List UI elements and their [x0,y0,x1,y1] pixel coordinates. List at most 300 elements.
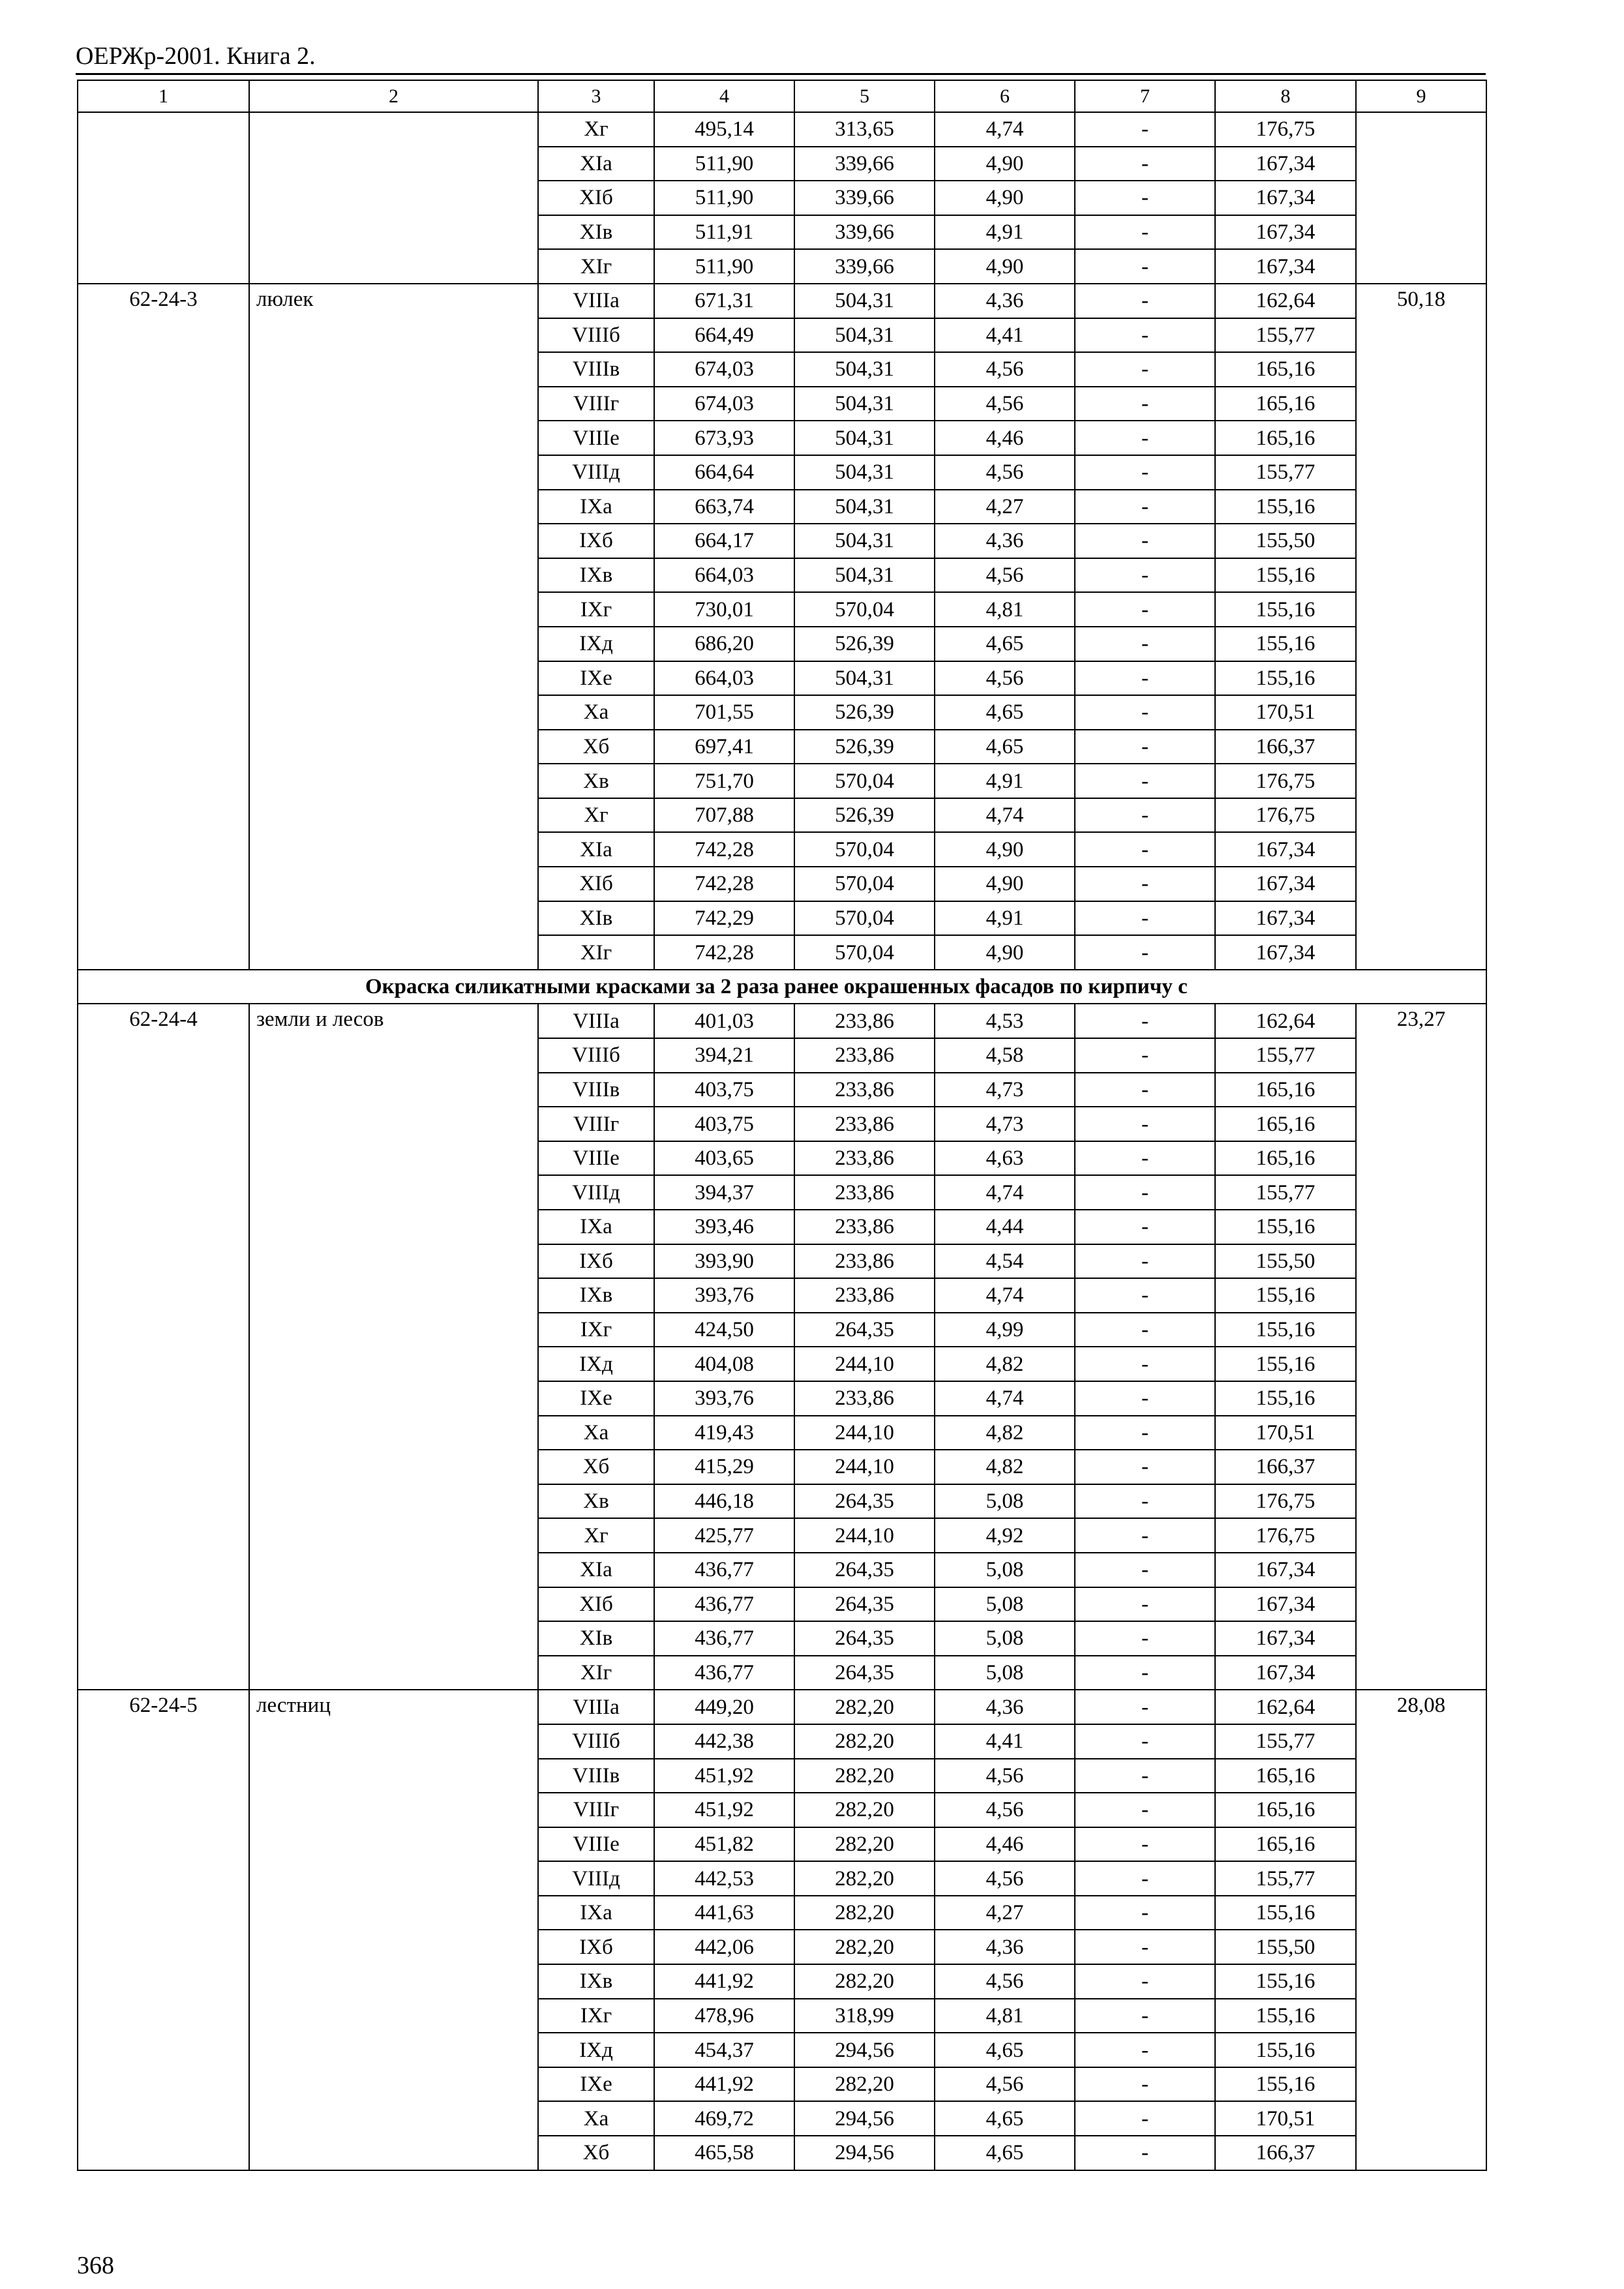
col-zone: IXб [538,1930,654,1964]
col-labor: 4,81 [935,592,1075,627]
col-zone: IXб [538,524,654,558]
col-extra: 176,75 [1215,1518,1356,1553]
col-zone: Xг [538,798,654,833]
col-machines: - [1075,2067,1215,2102]
col-labor: 4,41 [935,1724,1075,1759]
col-zone: VIIIе [538,1141,654,1176]
col-machines: - [1075,764,1215,798]
col-extra: 155,16 [1215,2067,1356,2102]
col-extra: 155,16 [1215,661,1356,696]
col-cost-total: 436,77 [654,1553,794,1587]
col-cost-total: 451,92 [654,1793,794,1827]
col-cost-total: 441,92 [654,2067,794,2102]
col-cost-total: 664,17 [654,524,794,558]
col-cost-total: 401,03 [654,1004,794,1038]
col-zone: Xа [538,2101,654,2136]
col-machines: - [1075,730,1215,764]
col-zone: IXг [538,1313,654,1347]
col-cost-wages: 244,10 [794,1450,935,1484]
col-zone: IXб [538,1244,654,1279]
col-cost-total: 442,06 [654,1930,794,1964]
col-machines: - [1075,1759,1215,1793]
column-number: 7 [1075,80,1215,112]
col-cost-wages: 264,35 [794,1656,935,1690]
col-cost-wages: 233,86 [794,1004,935,1038]
col-zone: VIIIг [538,387,654,421]
col-zone: VIIIв [538,352,654,387]
col-zone: XIв [538,1621,654,1656]
work-name: лестниц [249,1690,538,2170]
col-zone: XIа [538,1553,654,1587]
col-labor: 4,56 [935,387,1075,421]
col-machines: - [1075,284,1215,318]
col-cost-wages: 282,20 [794,1930,935,1964]
col-cost-total: 424,50 [654,1313,794,1347]
col-cost-total: 742,29 [654,901,794,936]
rates-table [77,80,1487,2171]
col-extra: 155,50 [1215,524,1356,558]
col-cost-wages: 264,35 [794,1484,935,1519]
col-labor: 4,92 [935,1518,1075,1553]
col-machines: - [1075,1621,1215,1656]
col-cost-wages: 233,86 [794,1381,935,1416]
col-cost-wages: 282,20 [794,1759,935,1793]
col-zone: Xб [538,2136,654,2170]
col-cost-total: 442,53 [654,1861,794,1896]
col-machines: - [1075,935,1215,970]
col-zone: VIIIг [538,1107,654,1141]
col-cost-wages: 264,35 [794,1587,935,1622]
col-extra: 167,34 [1215,1553,1356,1587]
col-cost-total: 404,08 [654,1347,794,1381]
col-cost-wages: 233,86 [794,1210,935,1244]
col-cost-total: 403,75 [654,1107,794,1141]
col-labor: 4,65 [935,2136,1075,2170]
col-zone: IXд [538,2033,654,2067]
col-machines: - [1075,490,1215,524]
col-machines: - [1075,1861,1215,1896]
col-machines: - [1075,1484,1215,1519]
col-machines: - [1075,661,1215,696]
col-cost-total: 451,82 [654,1827,794,1862]
col-cost-total: 436,77 [654,1656,794,1690]
col-cost-wages: 282,20 [794,1793,935,1827]
col-machines: - [1075,352,1215,387]
col-cost-wages: 282,20 [794,1724,935,1759]
col-cost-total: 664,49 [654,318,794,353]
col-extra: 165,16 [1215,1073,1356,1107]
col-zone: XIв [538,215,654,250]
col-extra: 155,77 [1215,455,1356,490]
column-number: 3 [538,80,654,112]
col-labor: 5,08 [935,1656,1075,1690]
col-zone: IXа [538,1210,654,1244]
col-extra: 166,37 [1215,2136,1356,2170]
col-machines: - [1075,558,1215,593]
col-labor: 4,65 [935,627,1075,661]
col-machines: - [1075,1073,1215,1107]
col-extra: 155,77 [1215,1724,1356,1759]
col-labor: 4,90 [935,147,1075,181]
col-machines: - [1075,1450,1215,1484]
col-cost-wages: 233,86 [794,1038,935,1073]
col-cost-wages: 233,86 [794,1175,935,1210]
col-extra: 162,64 [1215,1004,1356,1038]
col-machines: - [1075,1930,1215,1964]
col-zone: IXд [538,1347,654,1381]
col-zone: XIб [538,181,654,215]
col-cost-wages: 233,86 [794,1278,935,1313]
col-zone: VIIIа [538,1004,654,1038]
col-machines: - [1075,1690,1215,1724]
col-zone: XIг [538,1656,654,1690]
col-machines: - [1075,1587,1215,1622]
col-labor: 4,27 [935,1896,1075,1930]
col-labor: 4,56 [935,455,1075,490]
col-labor: 4,56 [935,1793,1075,1827]
col-machines: - [1075,627,1215,661]
col-cost-total: 454,37 [654,2033,794,2067]
col-labor: 5,08 [935,1553,1075,1587]
code-cell [78,112,249,284]
col-extra: 176,75 [1215,1484,1356,1519]
col-cost-wages: 504,31 [794,318,935,353]
col-zone: VIIIг [538,1793,654,1827]
col-zone: IXв [538,1278,654,1313]
col-zone: VIIIв [538,1759,654,1793]
col-zone: VIIIб [538,318,654,353]
col-machines: - [1075,901,1215,936]
col-extra: 166,37 [1215,730,1356,764]
col-labor: 4,90 [935,832,1075,867]
rate-total: 50,18 [1356,284,1486,970]
col-cost-total: 446,18 [654,1484,794,1519]
col-cost-total: 436,77 [654,1621,794,1656]
col-cost-wages: 526,39 [794,798,935,833]
col-cost-wages: 570,04 [794,935,935,970]
col-extra: 170,51 [1215,695,1356,730]
col-labor: 4,65 [935,2101,1075,2136]
col-cost-total: 415,29 [654,1450,794,1484]
col-labor: 4,56 [935,558,1075,593]
col-machines: - [1075,1313,1215,1347]
col-labor: 4,90 [935,181,1075,215]
col-cost-total: 511,90 [654,249,794,284]
col-labor: 4,73 [935,1107,1075,1141]
col-cost-total: 511,90 [654,147,794,181]
col-labor: 4,65 [935,730,1075,764]
col-extra: 167,34 [1215,1587,1356,1622]
col-extra: 167,34 [1215,832,1356,867]
col-cost-total: 393,76 [654,1278,794,1313]
col-cost-total: 751,70 [654,764,794,798]
col-labor: 4,74 [935,112,1075,147]
col-extra: 155,16 [1215,1347,1356,1381]
col-extra: 155,16 [1215,558,1356,593]
col-machines: - [1075,1038,1215,1073]
col-extra: 170,51 [1215,1416,1356,1450]
col-extra: 155,16 [1215,1896,1356,1930]
col-cost-total: 511,90 [654,181,794,215]
col-zone: IXв [538,1964,654,1999]
col-machines: - [1075,1793,1215,1827]
col-zone: XIб [538,867,654,901]
rate-total: 28,08 [1356,1690,1486,2170]
col-cost-total: 393,76 [654,1381,794,1416]
col-extra: 155,77 [1215,1175,1356,1210]
col-machines: - [1075,798,1215,833]
section-title-row [78,970,1486,1004]
col-zone: IXа [538,490,654,524]
col-machines: - [1075,1381,1215,1416]
col-cost-total: 441,63 [654,1896,794,1930]
col-machines: - [1075,2136,1215,2170]
col-extra: 165,16 [1215,387,1356,421]
column-number: 2 [249,80,538,112]
col-extra: 165,16 [1215,1107,1356,1141]
column-number: 6 [935,80,1075,112]
column-number: 1 [78,80,249,112]
col-cost-wages: 244,10 [794,1416,935,1450]
col-cost-wages: 339,66 [794,249,935,284]
col-zone: VIIIе [538,421,654,455]
col-machines: - [1075,2101,1215,2136]
col-cost-wages: 233,86 [794,1073,935,1107]
col-cost-wages: 233,86 [794,1107,935,1141]
col-zone: XIа [538,147,654,181]
col-cost-wages: 504,31 [794,490,935,524]
col-cost-wages: 233,86 [794,1244,935,1279]
col-cost-wages: 264,35 [794,1313,935,1347]
col-cost-wages: 294,56 [794,2033,935,2067]
col-cost-wages: 282,20 [794,1861,935,1896]
col-extra: 167,34 [1215,1656,1356,1690]
col-cost-total: 449,20 [654,1690,794,1724]
col-cost-total: 697,41 [654,730,794,764]
col-cost-total: 441,92 [654,1964,794,1999]
col-labor: 4,91 [935,901,1075,936]
col-labor: 5,08 [935,1587,1075,1622]
col-machines: - [1075,387,1215,421]
col-cost-wages: 294,56 [794,2136,935,2170]
col-extra: 155,16 [1215,1381,1356,1416]
col-cost-wages: 233,86 [794,1141,935,1176]
col-zone: Xа [538,695,654,730]
col-cost-wages: 244,10 [794,1347,935,1381]
column-number: 4 [654,80,794,112]
col-cost-total: 419,43 [654,1416,794,1450]
col-zone: Xв [538,1484,654,1519]
col-cost-wages: 282,20 [794,1690,935,1724]
col-cost-wages: 282,20 [794,1896,935,1930]
col-cost-wages: 339,66 [794,215,935,250]
col-machines: - [1075,1244,1215,1279]
page-header-title: ОЕРЖр-2001. Книга 2. [76,42,316,70]
col-cost-total: 451,92 [654,1759,794,1793]
col-extra: 155,77 [1215,1038,1356,1073]
col-labor: 4,56 [935,2067,1075,2102]
col-zone: Xг [538,1518,654,1553]
col-labor: 4,36 [935,284,1075,318]
col-machines: - [1075,249,1215,284]
col-cost-total: 742,28 [654,935,794,970]
col-cost-total: 664,03 [654,558,794,593]
col-machines: - [1075,318,1215,353]
col-labor: 4,36 [935,1930,1075,1964]
col-extra: 165,16 [1215,421,1356,455]
col-extra: 155,16 [1215,592,1356,627]
col-labor: 4,63 [935,1141,1075,1176]
col-cost-wages: 504,31 [794,387,935,421]
col-extra: 155,16 [1215,1964,1356,1999]
col-extra: 165,16 [1215,1759,1356,1793]
col-machines: - [1075,1656,1215,1690]
col-labor: 4,81 [935,1999,1075,2033]
col-machines: - [1075,112,1215,147]
col-cost-wages: 504,31 [794,661,935,696]
col-extra: 155,16 [1215,1210,1356,1244]
col-zone: IXе [538,661,654,696]
col-labor: 4,56 [935,1964,1075,1999]
col-labor: 4,74 [935,1175,1075,1210]
col-extra: 170,51 [1215,2101,1356,2136]
col-labor: 5,08 [935,1484,1075,1519]
col-machines: - [1075,1827,1215,1862]
total-cell [1356,112,1486,284]
col-extra: 167,34 [1215,901,1356,936]
col-cost-total: 478,96 [654,1999,794,2033]
col-labor: 4,91 [935,215,1075,250]
col-machines: - [1075,592,1215,627]
col-labor: 4,36 [935,1690,1075,1724]
col-labor: 4,53 [935,1004,1075,1038]
col-cost-total: 707,88 [654,798,794,833]
col-extra: 155,16 [1215,490,1356,524]
col-labor: 4,82 [935,1347,1075,1381]
table-row [78,284,1486,318]
col-cost-wages: 282,20 [794,1964,935,1999]
col-cost-wages: 570,04 [794,832,935,867]
rates-table-body [78,80,1486,2170]
col-labor: 4,44 [935,1210,1075,1244]
col-cost-total: 465,58 [654,2136,794,2170]
col-labor: 4,73 [935,1073,1075,1107]
col-labor: 4,90 [935,249,1075,284]
col-labor: 4,99 [935,1313,1075,1347]
col-machines: - [1075,1278,1215,1313]
col-cost-wages: 570,04 [794,764,935,798]
col-zone: IXд [538,627,654,661]
col-zone: VIIIв [538,1073,654,1107]
col-cost-wages: 339,66 [794,147,935,181]
header-rule [76,73,1486,75]
col-cost-total: 469,72 [654,2101,794,2136]
col-labor: 4,91 [935,764,1075,798]
col-zone: XIа [538,832,654,867]
col-extra: 155,16 [1215,627,1356,661]
col-machines: - [1075,1141,1215,1176]
col-cost-wages: 570,04 [794,867,935,901]
col-machines: - [1075,1518,1215,1553]
col-cost-total: 663,74 [654,490,794,524]
col-machines: - [1075,1175,1215,1210]
col-extra: 167,34 [1215,867,1356,901]
rate-code: 62-24-5 [78,1690,249,2170]
col-extra: 165,16 [1215,1141,1356,1176]
col-labor: 4,56 [935,1861,1075,1896]
col-zone: IXе [538,2067,654,2102]
col-cost-total: 442,38 [654,1724,794,1759]
col-cost-total: 674,03 [654,352,794,387]
col-cost-total: 425,77 [654,1518,794,1553]
col-zone: XIв [538,901,654,936]
col-machines: - [1075,1004,1215,1038]
col-cost-wages: 526,39 [794,730,935,764]
col-zone: Xб [538,730,654,764]
col-cost-wages: 339,66 [794,181,935,215]
col-cost-total: 664,03 [654,661,794,696]
col-zone: Xг [538,112,654,147]
col-cost-total: 495,14 [654,112,794,147]
work-name: земли и лесов [249,1004,538,1690]
col-cost-wages: 526,39 [794,695,935,730]
col-extra: 155,77 [1215,1861,1356,1896]
col-labor: 4,56 [935,1759,1075,1793]
col-cost-total: 393,46 [654,1210,794,1244]
col-extra: 165,16 [1215,1827,1356,1862]
col-cost-wages: 264,35 [794,1621,935,1656]
col-extra: 167,34 [1215,147,1356,181]
col-cost-total: 403,75 [654,1073,794,1107]
table-row [78,1004,1486,1038]
col-cost-wages: 282,20 [794,2067,935,2102]
col-extra: 162,64 [1215,284,1356,318]
col-machines: - [1075,1553,1215,1587]
col-cost-total: 671,31 [654,284,794,318]
col-cost-total: 436,77 [654,1587,794,1622]
col-extra: 155,16 [1215,1313,1356,1347]
col-cost-wages: 504,31 [794,455,935,490]
col-zone: VIIIб [538,1038,654,1073]
col-cost-total: 686,20 [654,627,794,661]
col-cost-total: 742,28 [654,867,794,901]
col-cost-wages: 504,31 [794,558,935,593]
table-row [78,112,1486,147]
col-machines: - [1075,867,1215,901]
col-cost-wages: 526,39 [794,627,935,661]
col-extra: 162,64 [1215,1690,1356,1724]
col-machines: - [1075,695,1215,730]
col-labor: 4,65 [935,695,1075,730]
col-cost-wages: 504,31 [794,284,935,318]
col-zone: IXв [538,558,654,593]
col-machines: - [1075,1416,1215,1450]
col-labor: 4,56 [935,661,1075,696]
col-cost-wages: 504,31 [794,352,935,387]
col-extra: 165,16 [1215,1793,1356,1827]
rate-total: 23,27 [1356,1004,1486,1690]
col-extra: 167,34 [1215,215,1356,250]
col-labor: 4,82 [935,1416,1075,1450]
col-cost-total: 742,28 [654,832,794,867]
col-zone: IXа [538,1896,654,1930]
name-cell [249,112,538,284]
col-extra: 167,34 [1215,1621,1356,1656]
col-labor: 4,41 [935,318,1075,353]
col-zone: XIб [538,1587,654,1622]
col-cost-total: 394,21 [654,1038,794,1073]
col-zone: VIIIд [538,1175,654,1210]
